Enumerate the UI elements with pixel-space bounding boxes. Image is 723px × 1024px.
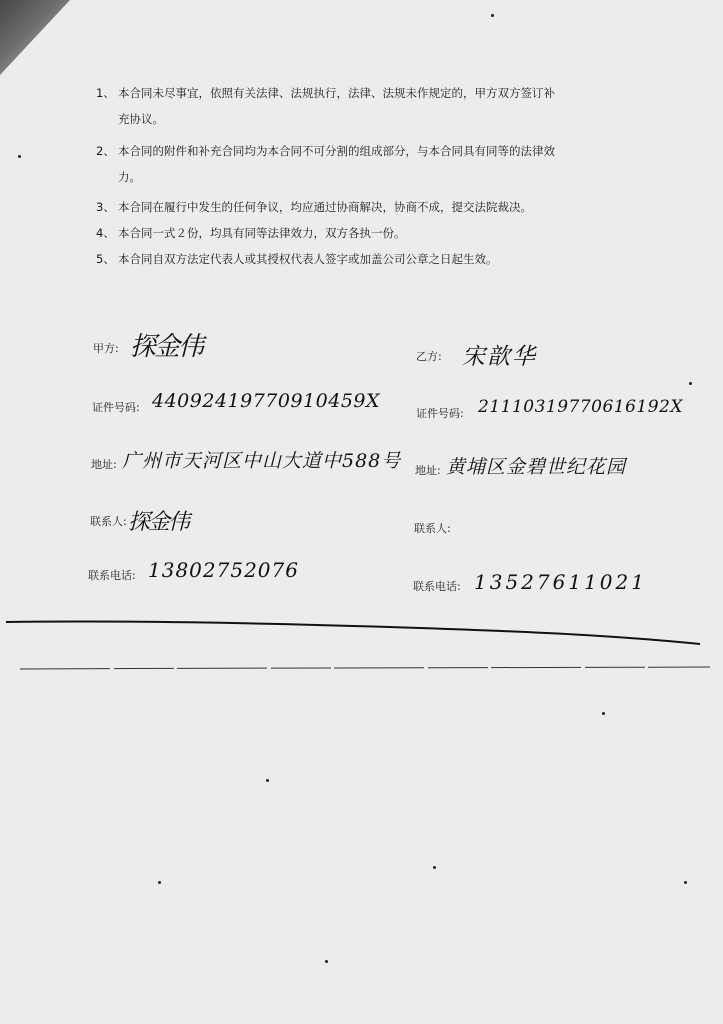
scan-speck — [684, 881, 687, 884]
clause-text: 本合同自双方法定代表人或其授权代表人签字或加盖公司公章之日起生效。 — [118, 252, 498, 266]
party-a-phone-label: 联系电话: — [88, 569, 136, 582]
page-separator-lines — [0, 612, 723, 682]
party-b-signature: 宋歆华 — [462, 344, 537, 370]
clause-number: 1、 — [96, 86, 115, 100]
party-a-address-label: 地址: — [91, 458, 117, 471]
scan-speck — [689, 382, 692, 385]
party-a-address-value: 广州市天河区中山大道中588号 — [122, 450, 402, 472]
clause-text: 本合同未尽事宜，依照有关法律、法规执行，法律、法规未作规定的，甲方双方签订补 — [118, 86, 555, 100]
party-b-id-value: 21110319770616192X — [478, 397, 683, 417]
clause-2 — [96, 138, 656, 190]
clause-text: 本合同一式２份，均具有同等法律效力，双方各执一份。 — [118, 226, 406, 240]
scan-speck — [325, 960, 328, 963]
clause-text-continued: 充协议。 — [118, 112, 164, 126]
scan-speck — [18, 155, 21, 158]
scan-speck — [158, 881, 161, 884]
party-a-label: 甲方: — [93, 342, 119, 355]
clause-number: 2、 — [96, 144, 115, 158]
clause-text: 本合同的附件和补充合同均为本合同不可分割的组成部分，与本合同具有同等的法律效 — [118, 144, 555, 158]
party-b-id-label: 证件号码: — [416, 407, 464, 420]
party-b-label: 乙方: — [416, 350, 442, 363]
party-b-phone-value: 13527611021 — [474, 570, 647, 594]
party-a-contact-value: 探金伟 — [128, 510, 189, 535]
scan-speck — [266, 779, 269, 782]
clause-text-continued: 力。 — [118, 170, 141, 184]
party-a-phone-value: 13802752076 — [148, 558, 299, 582]
clause-number: 4、 — [96, 226, 115, 240]
party-a-id-label: 证件号码: — [92, 401, 140, 414]
party-b-contact-label: 联系人: — [414, 522, 451, 535]
clause-4 — [96, 220, 656, 246]
scan-speck — [433, 866, 436, 869]
scan-corner-shadow — [0, 0, 70, 75]
party-a-contact-label: 联系人: — [90, 515, 127, 528]
clause-1 — [96, 80, 656, 132]
party-b-address-label: 地址: — [415, 464, 441, 477]
party-a-id-value: 44092419770910459X — [152, 390, 381, 412]
clause-5 — [96, 246, 656, 272]
scan-speck — [602, 712, 605, 715]
party-b-address-value: 黄埔区金碧世纪花园 — [446, 456, 627, 478]
clause-number: 5、 — [96, 252, 115, 266]
scan-speck — [491, 14, 494, 17]
clause-text: 本合同在履行中发生的任何争议，均应通过协商解决，协商不成，提交法院裁决。 — [118, 200, 532, 214]
contract-clauses — [96, 80, 656, 272]
party-a-signature: 探金伟 — [130, 332, 203, 362]
clause-3 — [96, 194, 656, 220]
party-b-phone-label: 联系电话: — [413, 580, 461, 593]
clause-number: 3、 — [96, 200, 115, 214]
